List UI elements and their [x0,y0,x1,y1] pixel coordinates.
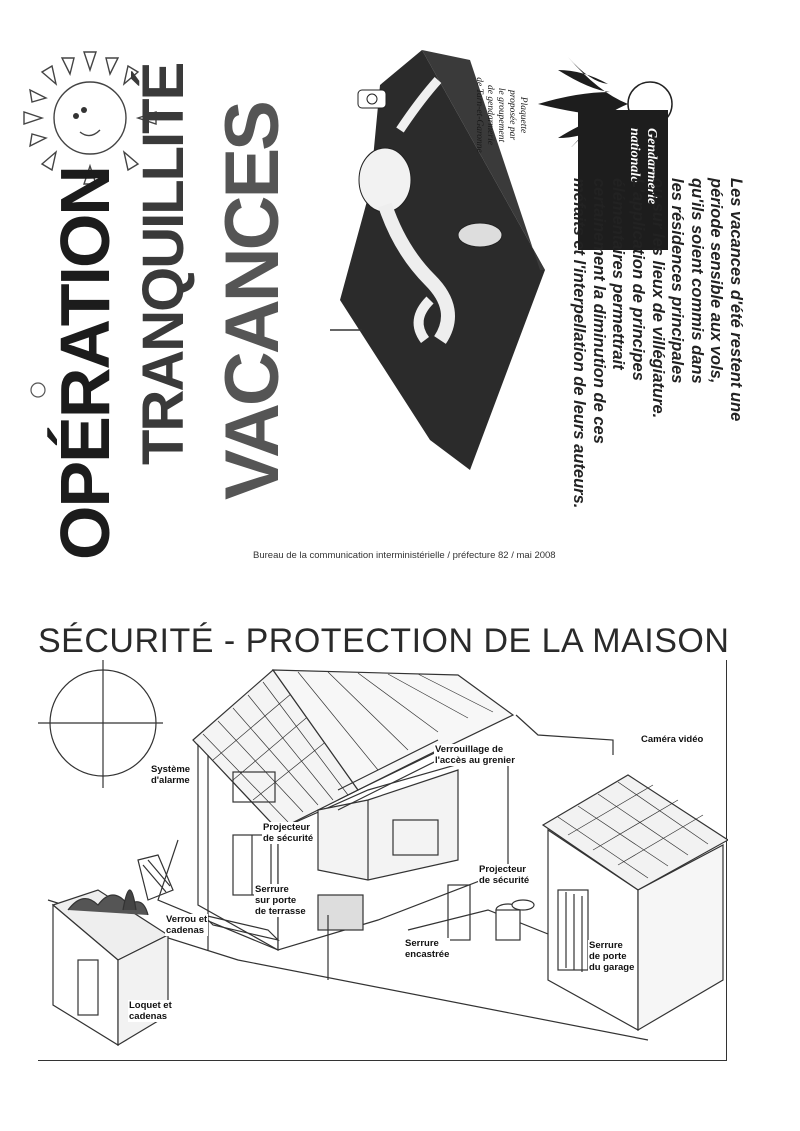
label-line: du garage [589,962,635,973]
label-line: cadenas [165,925,208,936]
label-verrou-cadenas [165,914,208,936]
paragraph-line: les résidences principales [668,178,687,384]
label-line: sur porte [254,895,307,906]
plaquette-line: de Tarn-et-Garonne [474,77,484,153]
title-vacances: VACANCES [210,103,295,500]
label-line: Loquet et [129,1000,172,1011]
label-line: Serrure [404,938,450,949]
label-loquet-cadenas [128,1000,173,1022]
title-operation: OPÉRATION [46,167,124,560]
label-line: de terrasse [255,906,306,917]
label-line: de porte [588,951,635,962]
label-serrure-garage [588,940,635,973]
label-serrure-terrasse [254,884,307,917]
paragraph-line: qu'ils soient commis dans [687,178,706,384]
label-line: Verrouillage de [434,744,516,755]
brochure-footer: Bureau de la communication interministérielle / préfecture 82 / mai 2008 [253,550,556,561]
label-camera-video [640,734,704,745]
label-verrouillage-grenier [434,744,516,766]
paragraph-line: ou sur les lieux de villégiature. [648,178,667,419]
plaquette-line: de gendarmerie [485,85,495,145]
label-projecteur-1 [262,822,314,844]
punch-hole-icon [28,380,48,400]
plaquette-line: Plaquette [518,96,528,134]
gendarmerie-line: nationale [627,128,642,183]
label-line: de sécurité [263,833,314,844]
label-systeme-alarme [150,764,191,786]
label-line: cadenas [128,1011,173,1022]
plaquette-caption [473,70,528,160]
label-line: Serrure [588,940,635,951]
paragraph-line: élémentaires permettrait [609,178,628,370]
intro-paragraph [569,178,745,558]
label-projecteur-2 [478,864,530,886]
section-title: SÉCURITÉ - PROTECTION DE LA MAISON [38,622,730,660]
label-line: Caméra vidéo [641,734,704,745]
label-line: Système [151,764,191,775]
paragraph-line: certainement la diminution de ces [589,178,608,444]
label-line: Verrou et [166,914,208,925]
title-tranquillite: TRANQUILLITÉ [131,63,196,465]
paragraph-line: L'application de principes [629,178,648,381]
label-line: encastrée [405,949,450,960]
paragraph-line: Les vacances d'été restent une [727,178,745,422]
paragraph-line: période sensible aux vols, [707,178,726,384]
plaquette-line: le groupement [496,87,506,143]
label-line: l'accès au grenier [435,755,515,766]
gendarmerie-line: Gendarmerie [644,128,659,205]
label-line: de sécurité [479,875,530,886]
label-line: Projecteur [478,864,530,875]
paragraph-line: méfaits et l'interpellation de leurs auteurs. [570,178,589,509]
plaquette-line: proposée par [507,89,517,141]
label-line: d'alarme [151,775,190,786]
label-serrure-encastree [404,938,450,960]
label-line: Projecteur [262,822,314,833]
label-line: Serrure [254,884,307,895]
